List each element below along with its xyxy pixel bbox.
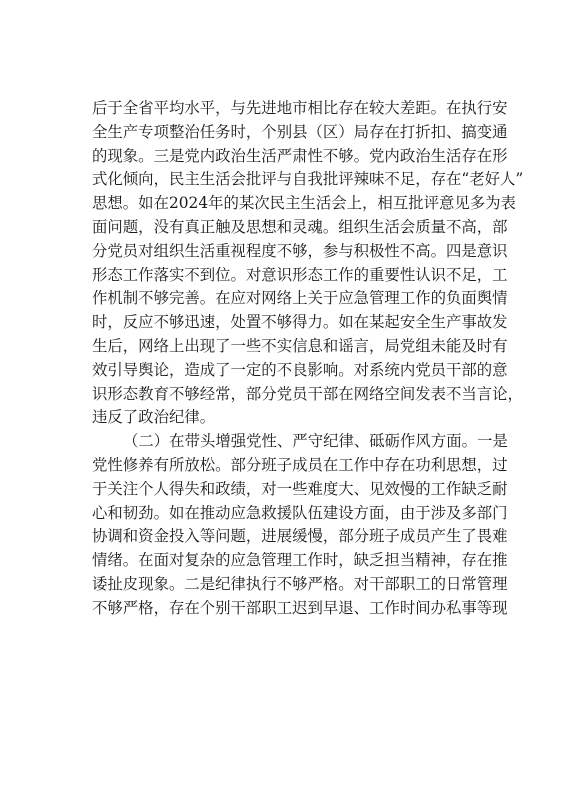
- paragraph-last-line: 违反了政治纪律。: [92, 408, 216, 427]
- text-line: 后于全省平均水平，与先进地市相比存在较大差距。在执行安: [92, 99, 508, 117]
- text-line: 分党员对组织生活重视程度不够，参与积极性不高。四是意识: [92, 241, 508, 260]
- text-line: 于关注个人得失和政绩，对一些难度大、见效慢的工作缺乏耐: [92, 479, 508, 498]
- text-line: 党性修养有所放松。部分班子成员在工作中存在功利思想，过: [92, 455, 508, 474]
- text-line: 面问题，没有真正触及思想和灵魂。组织生活会质量不高，部: [92, 217, 508, 236]
- text-line: 心和韧劲。如在推动应急救援队伍建设方面，由于涉及多部门: [92, 503, 508, 522]
- text-line: 思想。如在2024年的某次民主生活会上，相互批评意见多为表: [92, 194, 516, 213]
- text-line: 的现象。三是党内政治生活严肃性不够。党内政治生活存在形: [92, 146, 508, 165]
- text-line: 式化倾向，民主生活会批评与自我批评辣味不足，存在“老好人”: [92, 170, 524, 189]
- text-line: 不够严格，存在个别干部职工迟到早退、工作时间办私事等现: [92, 598, 508, 617]
- text-line: 情绪。在面对复杂的应急管理工作时，缺乏担当精神，存在推: [92, 551, 508, 570]
- text-line: 形态工作落实不到位。对意识形态工作的重要性认识不足，工: [92, 265, 508, 284]
- section-heading-line: （二）在带头增强党性、严守纪律、砥砺作风方面。一是: [123, 432, 508, 451]
- document-body: [92, 97, 524, 621]
- text-line: 作机制不够完善。在应对网络上关于应急管理工作的负面舆情: [92, 289, 508, 308]
- text-line: 全生产专项整治任务时，个别县（区）局存在打折扣、搞变通: [92, 122, 508, 141]
- text-line: 诿扯皮现象。二是纪律执行不够严格。对干部职工的日常管理: [92, 574, 508, 593]
- text-line: 协调和资金投入等问题，进展缓慢，部分班子成员产生了畏难: [92, 527, 508, 546]
- text-line: 识形态教育不够经常，部分党员干部在网络空间发表不当言论，: [92, 384, 523, 403]
- text-line: 时，反应不够迅速，处置不够得力。如在某起安全生产事故发: [92, 313, 508, 332]
- text-line: 效引导舆论，造成了一定的不良影响。对系统内党员干部的意: [92, 360, 508, 379]
- text-line: 生后，网络上出现了一些不实信息和谣言，局党组未能及时有: [92, 336, 508, 355]
